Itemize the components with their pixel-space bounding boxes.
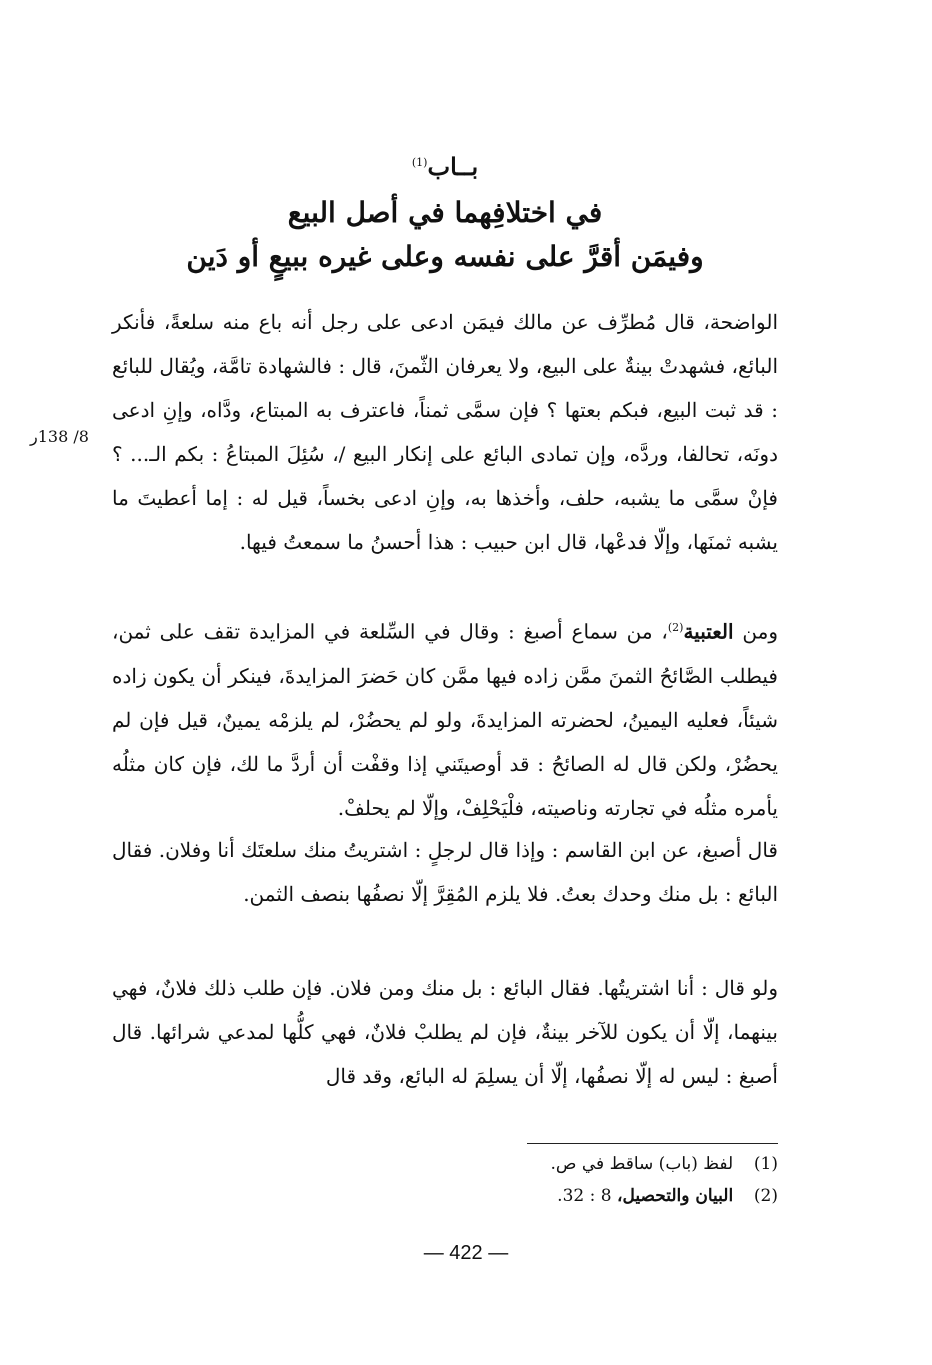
chapter-heading [110, 152, 780, 181]
footnote-1-number: (1) [753, 1154, 778, 1174]
footnote-ref-2: (2) [667, 621, 684, 634]
paragraph-2-text: ، من سماع أصبغ : وقال في السِّلعة في المزايدة تقف على ثمن، فيطلب الصَّائحُ الثمنَ ممَّن زاده فيها ممَّن كان حَضرَ المزايدةَ، فينكر أن يكون زاده شيئاً، فعليه اليمينُ، لحضرته المزايدةَ، ولو لم يحضُرْ، لم يلزمْه يمينٌ، قيل فإن لم يحضُرْ، ولكن قال له الصائحُ : قد أوصيتَني إذا وقفْت أن أردَّ ما لك، فإن كان مثلُه يأمره مثلُه في تجارته وناصيته، فلْيَحْلِفْ، وإلّا لم يحلفْ. [112, 619, 778, 820]
chapter-label: بــاب [427, 152, 479, 181]
paragraph-4: ولو قال : أنا اشتريتُها. فقال البائع : بل منك ومن فلان. فإن طلب ذلك فلانٌ، فهي بينهما، إلّا أن يكون للآخر بينةٌ، فإن لم يطلبْ فلانٌ، فهي كلُّها لمدعي شرائها. قال أصبغ : ليس له إلّا نصفُها، إلّا أن يسلِمَ له البائع، وقد قال [112, 976, 778, 1088]
footnote-ref-1: (1) [411, 156, 428, 169]
chapter-title-line-2: وفيمَن أقرَّ على نفسه وعلى غيره ببيعٍ أو دَين [186, 240, 704, 273]
footnote-2-number: (2) [753, 1186, 778, 1206]
chapter-title-line-1: في اختلافِهما في أصل البيع [287, 196, 603, 229]
page-number: — 422 — [423, 1242, 509, 1264]
footnote-divider [527, 1143, 778, 1144]
manuscript-folio-note: 8/ 138ر [30, 427, 89, 446]
source-name: العتبية [683, 619, 734, 644]
footnote-1 [480, 1154, 778, 1174]
footnote-1-text: لفظ (باب) ساقط في ص. [550, 1154, 734, 1174]
paragraph-3: قال أصبغ، عن ابن القاسم : وإذا قال لرجلٍ : اشتريتُ منك سلعتَك أنا وفلان. فقال البائع : بل منك وحدك بعتُ. فلا يلزم المُقِرَّ إلّا نصفُها بنصف الثمن. [112, 838, 778, 906]
paragraph-2 [112, 606, 778, 830]
paragraph-1: الواضحة، قال مُطرِّف عن مالك فيمَن ادعى على رجل أنه باع منه سلعةً، فأنكر البائع، فشهدتْ بينةٌ على البيع، ولا يعرفان الثّمنَ، قال : فالشهادة تامَّة، ويُقال للبائع : قد ثبت البيع، فبكم بعتها ؟ فإن سمَّى ثمناً، فاعترف به المبتاع، ودَّاه، وإنِ ادعى دونَه، تحالفا، وردَّه، وإن تمادى البائع على إنكار البيع /، سُئِلَ المبتاعُ : بكم الـ... ؟ فإنْ سمَّى ما يشبه، حلف، وأخذها به، وإنِ ادعى بخساً، قيل له : إما أعطيتَ ما يشبه ثمنَها، وإلّا فدعْها، قال ابن حبيب : هذا أحسنُ ما سمعتُ فيها. [112, 310, 779, 554]
footnote-2 [480, 1186, 778, 1206]
paragraph-2-lead: ومن [742, 619, 779, 644]
footnote-2-text: 8 : 32. [557, 1186, 617, 1206]
footnote-2-source: البيان والتحصيل، [616, 1186, 734, 1206]
